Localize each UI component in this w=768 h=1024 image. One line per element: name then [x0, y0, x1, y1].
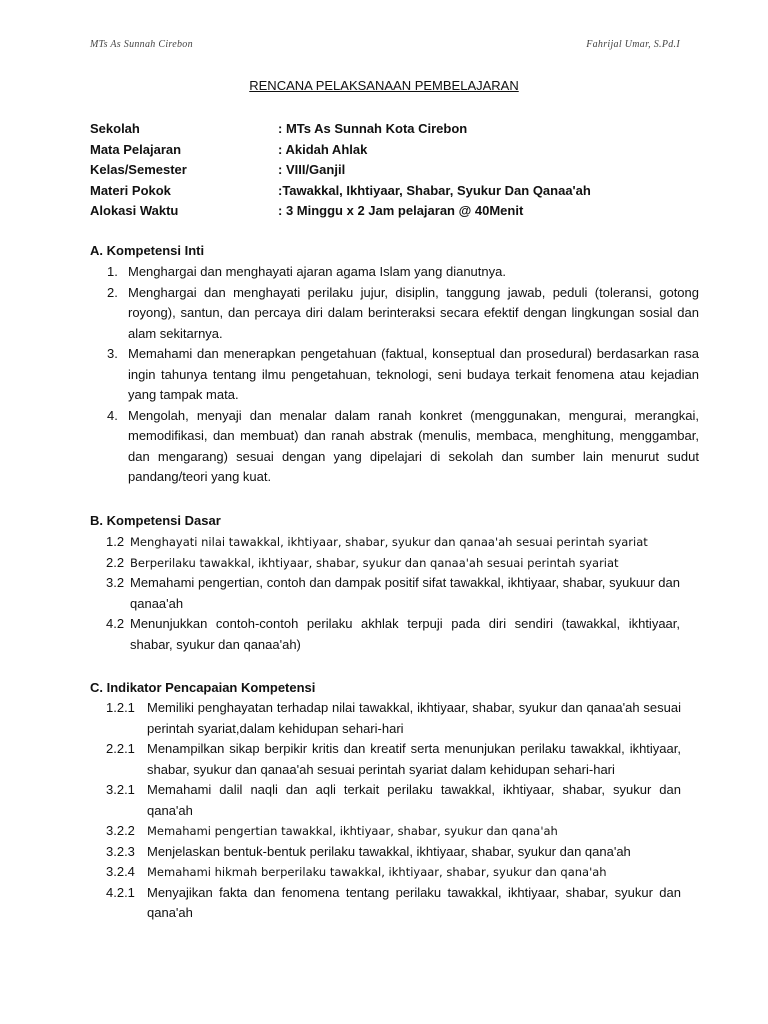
item-number: 2.2: [106, 554, 125, 570]
item-number: 1.2: [106, 534, 125, 549]
identity-row-subject: [90, 140, 690, 161]
item-text: Menghayati nilai tawakkal, ikhtiyaar, shabar, syukur dan qanaa'ah sesuai perintah syariat: [130, 535, 648, 549]
list-item: [106, 614, 680, 655]
item-text: Memahami dan menerapkan pengetahuan (faktual, konseptual dan prosedural) berdasarkan rasa ingin tahunya tentang ilmu pengetahuan, teknologi, seni budaya terkait fenomena atau kejadian yang tampak mata.: [128, 346, 699, 402]
list-item: [107, 262, 699, 283]
item-text: Memahami pengertian, contoh dan dampak positif sifat tawakkal, ikhtiyaar, shabar, syukuur dan qanaa'ah: [130, 575, 680, 611]
identity-label: Mata Pelajaran: [90, 141, 182, 157]
identity-label: Kelas/Semester: [90, 162, 187, 177]
item-number: 1.2.1: [106, 700, 135, 715]
list-item: [106, 862, 681, 883]
item-text: Menyajikan fakta dan fenomena tentang perilaku tawakkal, ikhtiyaar, shabar, syukur dan qana'ah: [147, 884, 681, 920]
list-item: [107, 406, 699, 488]
list-item: [107, 344, 699, 406]
item-number: 1.: [107, 264, 118, 279]
identity-value: :Tawakkal, Ikhtiyaar, Shabar, Syukur Dan Qanaa'ah: [278, 182, 591, 198]
list-item: [106, 698, 681, 739]
kd-list: [106, 532, 680, 655]
item-text: Memahami hikmah berperilaku tawakkal, ikhtiyaar, shabar, syukur dan qana'ah: [147, 865, 607, 879]
identity-value: : Akidah Ahlak: [278, 141, 368, 157]
identity-row-topic: [90, 181, 690, 202]
item-text: Memahami dalil naqli dan aqli terkait perilaku tawakkal, ikhtiyaar, shabar, syukur dan qana'ah: [147, 782, 681, 818]
identity-block: [90, 119, 690, 222]
item-number: 3.2.3: [106, 843, 135, 859]
identity-row-class: [90, 160, 690, 181]
section-title-ki: A. Kompetensi Inti: [90, 243, 205, 258]
item-text: Menghargai dan menghayati perilaku jujur, disiplin, tanggung jawab, peduli (toleransi, gotong royong), santun, dan percaya diri dalam berinteraksi secara efektif dengan lingkungan sosial dan alam sekitarnya.: [128, 284, 699, 341]
item-number: 2.2.1: [106, 741, 135, 756]
page-title: RENCANA PELAKSANAAN PEMBELAJARAN: [249, 78, 519, 93]
header-author: Fahrijal Umar, S.Pd.I: [586, 39, 680, 50]
list-item: [106, 883, 681, 924]
list-item: [106, 842, 681, 863]
item-number: 3.2.1: [106, 782, 135, 797]
ki-list: [107, 262, 699, 488]
item-text: Menampilkan sikap berpikir kritis dan kreatif serta menunjukan perilaku tawakkal, ikhtiyaar, shabar, syukur dan qanaa'ah sesuai perintah syariat dalam kehidupan sehari-hari: [147, 741, 681, 777]
item-text: Berperilaku tawakkal, ikhtiyaar, shabar, syukur dan qanaa'ah sesuai perintah syariat: [130, 555, 619, 570]
list-item: [106, 573, 680, 614]
section-title-kd: B. Kompetensi Dasar: [90, 513, 221, 528]
item-text: Menjelaskan bentuk-bentuk perilaku tawakkal, ikhtiyaar, shabar, syukur dan qana'ah: [147, 843, 631, 859]
item-text: Memiliki penghayatan terhadap nilai tawakkal, ikhtiyaar, shabar, syukur dan qanaa'ah sesuai perintah syariat,dalam kehidupan sehari-hari: [147, 700, 681, 736]
item-number: 3.2.4: [106, 864, 135, 879]
list-item: [106, 739, 681, 780]
list-item: [106, 821, 681, 842]
ipk-list: [106, 698, 681, 924]
list-item: [106, 553, 680, 574]
list-item: [106, 780, 681, 821]
item-text: Menghargai dan menghayati ajaran agama Islam yang dianutnya.: [128, 264, 506, 279]
item-text: Mengolah, menyaji dan menalar dalam ranah konkret (menggunakan, mengurai, merangkai, memodifikasi, dan membuat) dan ranah abstrak (menulis, membaca, menghitung, menggambar, dan mengarang) sesuai dengan yang dipelajari di sekolah dan sumber lain menurut sudut pandang/teori yang kuat.: [128, 407, 699, 484]
section-title-ipk: C. Indikator Pencapaian Kompetensi: [90, 680, 316, 695]
identity-row-time: [90, 201, 690, 222]
item-text: Menunjukkan contoh-contoh perilaku akhlak terpuji pada diri sendiri (tawakkal, ikhtiyaar, shabar, syukur dan qanaa'ah): [130, 616, 680, 652]
item-text: Memahami pengertian tawakkal, ikhtiyaar, shabar, syukur dan qana'ah: [147, 824, 558, 838]
identity-value: : MTs As Sunnah Kota Cirebon: [278, 121, 468, 136]
item-number: 3.2: [106, 575, 125, 590]
item-number: 4.2: [106, 616, 125, 631]
identity-label: Alokasi Waktu: [90, 203, 179, 218]
item-number: 3.2.2: [106, 823, 135, 838]
identity-value: : VIII/Ganjil: [278, 162, 346, 177]
header-school: MTs As Sunnah Cirebon: [90, 39, 193, 50]
identity-row-school: [90, 119, 690, 140]
list-item: [106, 532, 680, 553]
identity-value: : 3 Minggu x 2 Jam pelajaran @ 40Menit: [278, 203, 524, 218]
identity-label: Sekolah: [90, 121, 140, 136]
item-number: 4.2.1: [106, 884, 135, 900]
item-number: 2.: [107, 284, 118, 300]
identity-label: Materi Pokok: [90, 182, 171, 198]
list-item: [107, 283, 699, 345]
item-number: 3.: [107, 346, 118, 361]
item-number: 4.: [107, 407, 118, 423]
